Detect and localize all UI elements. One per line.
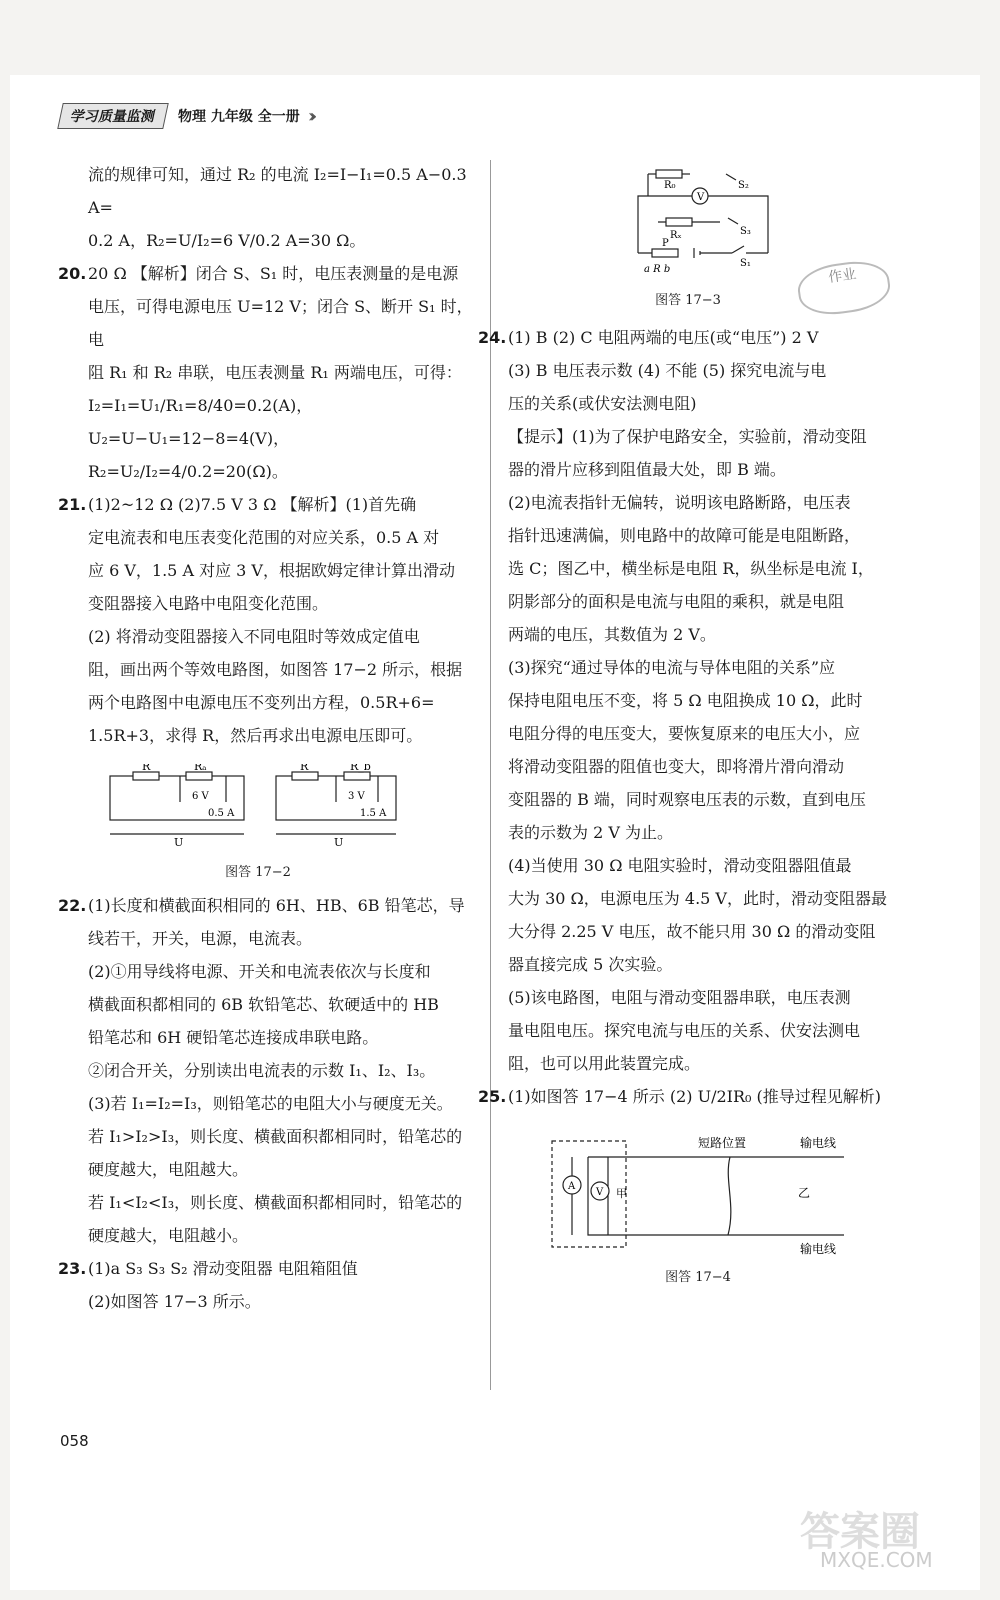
text-line: (5)该电路图，电阻与滑动变阻器串联，电压表测	[508, 988, 851, 1007]
text-line	[478, 321, 918, 354]
text-line: 量电阻电压。探究电流与电压的关系、伏安法测电	[508, 1021, 861, 1040]
label-line2: 输电线	[800, 1242, 837, 1256]
text-line: 线若干，开关，电源，电流表。	[88, 929, 313, 948]
label-r1: R	[142, 764, 151, 773]
question-text: 20 Ω 【解析】闭合 S、S₁ 时，电压表测量的是电源	[88, 264, 459, 283]
text-line: 定电流表和电压表变化范围的对应关系，0.5 A 对	[88, 528, 440, 547]
label-ra: Rₐ	[194, 764, 207, 773]
figure-17-2	[108, 764, 483, 883]
text-line	[58, 889, 483, 922]
text-line: (3)探究“通过导体的电流与导体电阻的关系”应	[508, 658, 836, 677]
circuit-17-3	[628, 158, 778, 280]
text-line: 两个电路图中电源电压不变列出方程，0.5R+6=	[88, 693, 435, 712]
text-line: (2)如图答 17−3 所示。	[88, 1292, 261, 1311]
text-line: 电阻分得的电压变大，要恢复原来的电压大小，应	[508, 724, 861, 743]
label-short: 短路位置	[698, 1136, 747, 1150]
circuit-17-4	[548, 1125, 848, 1257]
label-r2: R	[300, 764, 309, 773]
text-line: 流的规律可知，通过 R₂ 的电流 I₂=I−I₁=0.5 A−0.3 A=	[88, 165, 467, 217]
watermark-logo: 答案圈	[800, 1509, 920, 1555]
text-line: (2)电流表指针无偏转，说明该电路断路，电压表	[508, 493, 851, 512]
label-v2: 3 V	[348, 791, 365, 802]
label-s2: S₂	[738, 180, 749, 191]
stamp	[795, 257, 893, 319]
text-line: 1.5R+3，求得 R，然后再求出电源电压即可。	[88, 726, 423, 745]
label-line1: 输电线	[800, 1136, 837, 1150]
text-line: 电压，可得电源电压 U=12 V；闭合 S、断开 S₁ 时，电	[88, 297, 473, 349]
label-s3: S₃	[740, 226, 751, 237]
figure-17-4	[548, 1125, 918, 1288]
stamp-text: 作业	[827, 266, 858, 286]
label-p: P	[662, 238, 669, 249]
right-column	[478, 158, 918, 1288]
label-yi: 乙	[798, 1186, 811, 1200]
text-line: 变阻器的 B 端，同时观察电压表的示数，直到电压	[508, 790, 866, 809]
text-line: 应 6 V，1.5 A 对应 3 V，根据欧姆定律计算出滑动	[88, 561, 455, 580]
text-line: ②闭合开关，分别读出电流表的示数 I₁、I₂、I₃。	[88, 1061, 436, 1080]
text-line: (2) 将滑动变阻器接入不同电阻时等效成定值电	[88, 627, 420, 646]
left-text-a	[58, 158, 483, 752]
caption-17-2: 图答 17−2	[225, 865, 291, 880]
text-line: (3)若 I₁=I₂=I₃，则铅笔芯的电阻大小与硬度无关。	[88, 1094, 453, 1113]
header-subject: 物理 九年级 全一册	[178, 109, 300, 125]
label-a2: 1.5 A	[360, 808, 387, 819]
label-v1: 6 V	[192, 791, 209, 802]
label-rx: Rₓ	[670, 230, 682, 241]
question-text: (1)长度和横截面积相同的 6H、HB、6B 铅笔芯，导	[88, 896, 465, 915]
page-header	[60, 100, 311, 132]
caption-17-3: 图答 17−3	[655, 293, 721, 308]
text-line: 硬度越大，电阻越小。	[88, 1226, 249, 1245]
text-line: 表的示数为 2 V 为止。	[508, 823, 673, 842]
text-line: 阴影部分的面积是电流与电阻的乘积，就是电阻	[508, 592, 845, 611]
text-line: 0.2 A，R₂=U/I₂=6 V/0.2 A=30 Ω。	[88, 231, 366, 250]
chevron-icon: ›››	[307, 105, 312, 127]
text-line: 变阻器接入电路中电阻变化范围。	[88, 594, 329, 613]
text-line: (3) B 电压表示数 (4) 不能 (5) 探究电流与电	[508, 361, 827, 380]
left-column	[58, 158, 483, 1318]
right-text	[478, 321, 918, 1113]
caption-17-4: 图答 17−4	[665, 1270, 731, 1285]
header-tag: 学习质量监测	[57, 103, 169, 129]
text-line: R₂=U₂/I₂=4/0.2=20(Ω)。	[88, 462, 288, 481]
text-line: 大为 30 Ω，电源电压为 4.5 V，此时，滑动变阻器最	[508, 889, 887, 908]
text-line	[58, 257, 483, 290]
text-line: 若 I₁>I₂>I₃，则长度、横截面积都相同时，铅笔芯的	[88, 1127, 463, 1146]
text-line	[58, 1252, 483, 1285]
label-r0: R₀	[664, 180, 676, 191]
question-number: 25.	[478, 1087, 507, 1106]
text-line: 保持电阻电压不变，将 5 Ω 电阻换成 10 Ω，此时	[508, 691, 863, 710]
label-a1: 0.5 A	[208, 808, 235, 819]
text-line: 压的关系(或伏安法测电阻)	[508, 394, 697, 413]
label-jia: 甲	[616, 1187, 627, 1200]
figure-17-3	[628, 158, 918, 311]
text-line: 将滑动变阻器的阻值也变大，即将滑片滑向滑动	[508, 757, 845, 776]
question-text: (1)2~12 Ω (2)7.5 V 3 Ω 【解析】(1)首先确	[88, 495, 417, 514]
text-line: 器的滑片应移到阻值最大处，即 B 端。	[508, 460, 786, 479]
left-text-b	[58, 889, 483, 1318]
text-line: 硬度越大，电阻越大。	[88, 1160, 249, 1179]
text-line: 器直接完成 5 次实验。	[508, 955, 673, 974]
text-line: 选 C；图乙中，横坐标是电阻 R，纵坐标是电流 I，	[508, 559, 874, 578]
voltmeter-label: V	[596, 1187, 604, 1198]
question-number: 20.	[58, 264, 87, 283]
question-number: 24.	[478, 328, 507, 347]
question-text: (1) B (2) C 电阻两端的电压(或“电压”) 2 V	[508, 328, 819, 347]
label-u2: U	[334, 836, 344, 849]
text-line: 两端的电压，其数值为 2 V。	[508, 625, 716, 644]
text-line: (4)当使用 30 Ω 电阻实验时，滑动变阻器阻值最	[508, 856, 852, 875]
label-u1: U	[174, 836, 184, 849]
text-line: 【提示】(1)为了保护电路安全，实验前，滑动变阻	[508, 427, 867, 446]
question-text: (1)a S₃ S₃ S₂ 滑动变阻器 电阻箱阻值	[88, 1259, 358, 1278]
page-number: 058	[60, 1432, 89, 1450]
text-line: 阻 R₁ 和 R₂ 串联，电压表测量 R₁ 两端电压，可得：	[88, 363, 462, 382]
text-line: (2)①用导线将电源、开关和电流表依次与长度和	[88, 962, 431, 981]
text-line: I₂=I₁=U₁/R₁=8/40=0.2(A)，	[88, 396, 313, 415]
question-text: (1)如图答 17−4 所示 (2) U/2IR₀ (推导过程见解析)	[508, 1087, 882, 1106]
text-line: U₂=U−U₁=12−8=4(V)，	[88, 429, 290, 448]
text-line: 若 I₁<I₂<I₃，则长度、横截面积都相同时，铅笔芯的	[88, 1193, 463, 1212]
text-line	[58, 488, 483, 521]
text-line: 阻，也可以用此装置完成。	[508, 1054, 701, 1073]
text-line: 横截面积都相同的 6B 软铅笔芯、软硬适中的 HB	[88, 995, 439, 1014]
text-line: 大分得 2.25 V 电压，故不能只用 30 Ω 的滑动变阻	[508, 922, 876, 941]
text-line: 指针迅速满偏，则电路中的故障可能是电阻断路，	[508, 526, 861, 545]
label-rb: R_b	[350, 764, 371, 773]
ammeter-label: A	[568, 1181, 576, 1192]
text-line	[478, 1080, 918, 1113]
watermark-url: MXQE.COM	[820, 1548, 933, 1572]
label-s1: S₁	[740, 258, 751, 269]
voltmeter-label: V	[697, 192, 705, 203]
question-number: 22.	[58, 896, 87, 915]
circuit-17-2	[108, 764, 408, 852]
text-line: 阻，画出两个等效电路图，如图答 17−2 所示，根据	[88, 660, 463, 679]
label-arb: a R b	[644, 264, 671, 275]
text-line: 铅笔芯和 6H 硬铅笔芯连接成串联电路。	[88, 1028, 379, 1047]
question-number: 21.	[58, 495, 87, 514]
question-number: 23.	[58, 1259, 87, 1278]
